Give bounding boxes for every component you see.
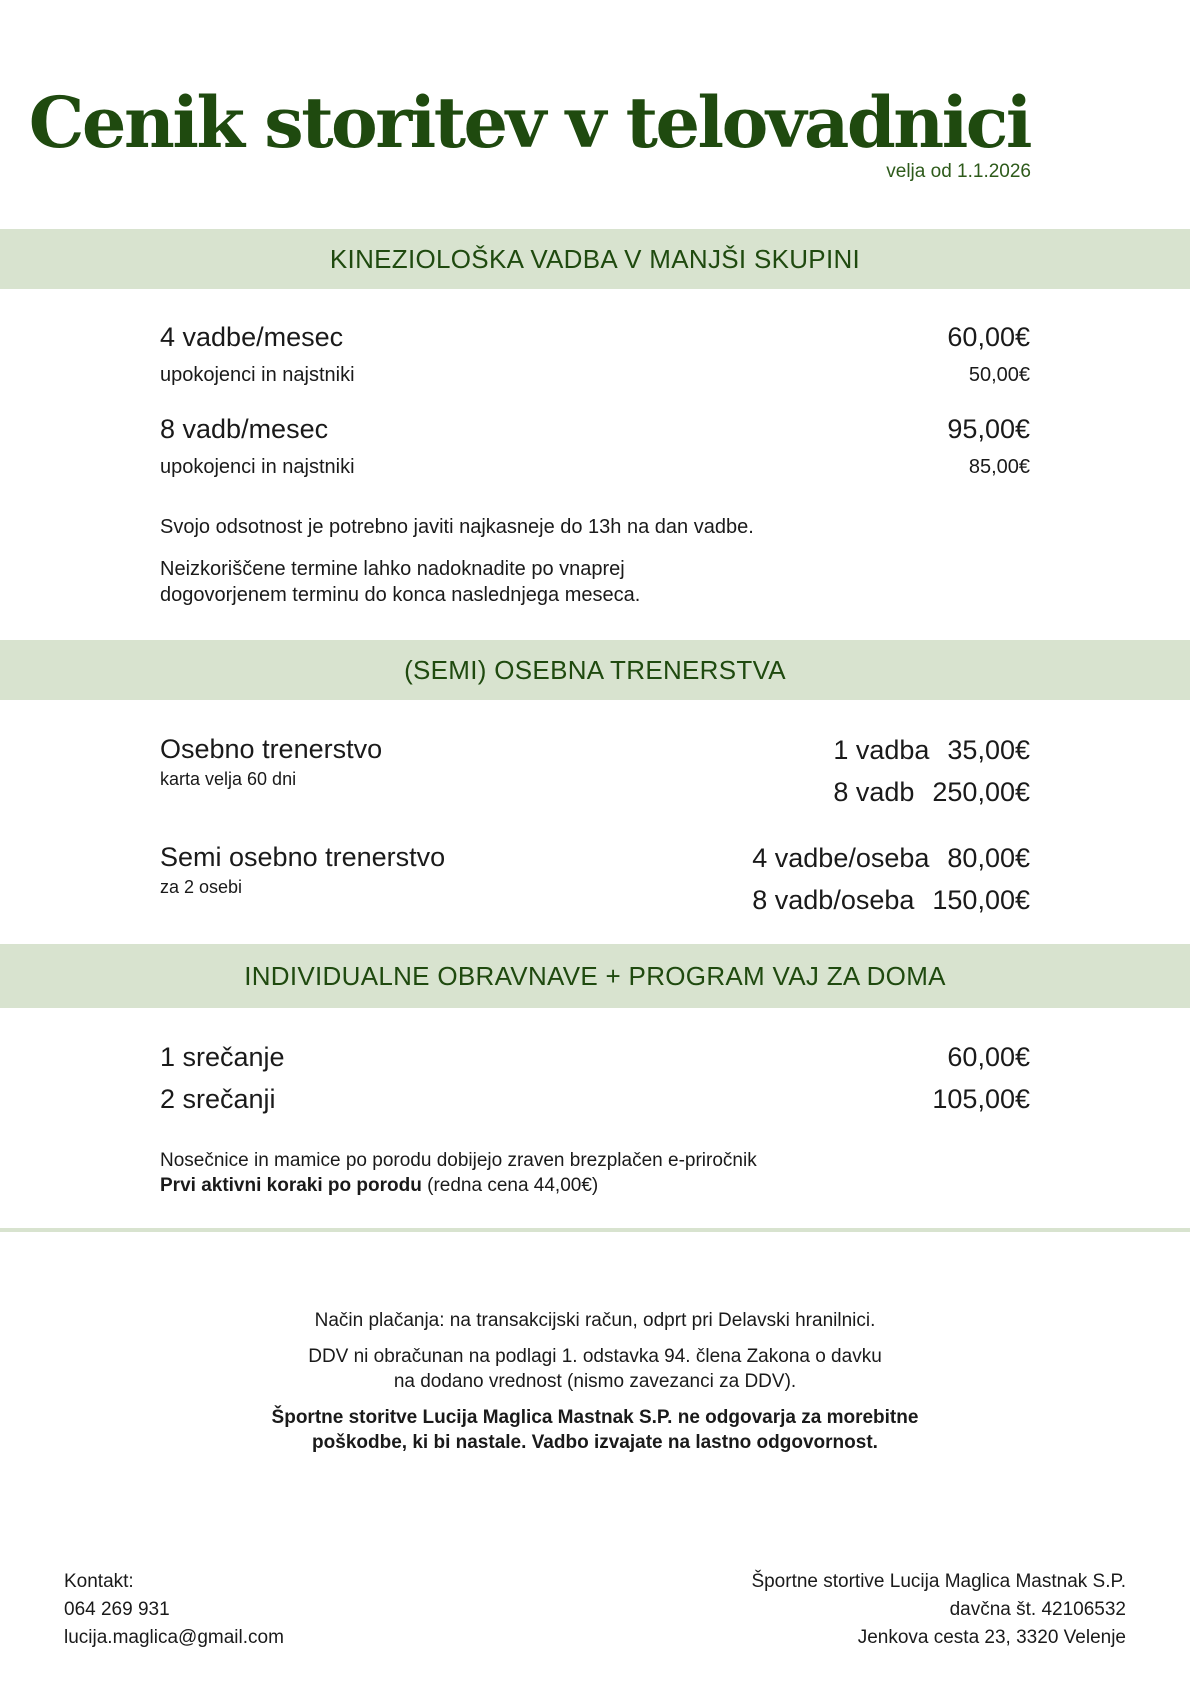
company-block xyxy=(751,1568,1126,1652)
price-row xyxy=(160,1084,1030,1115)
option-qty: 8 vadb/oseba xyxy=(752,885,915,915)
item-price: 95,00€ xyxy=(947,414,1030,444)
item-price: 60,00€ xyxy=(947,322,1030,352)
contact-label: Kontakt: xyxy=(64,1571,134,1592)
item-label: Osebno trenerstvo xyxy=(160,734,383,764)
makeup-note-line1: Neizkoriščene termine lahko nadoknadite po vnaprej xyxy=(160,558,625,580)
option-price: 250,00€ xyxy=(932,777,1030,807)
price-option xyxy=(752,837,1030,879)
item-label: 2 srečanji xyxy=(160,1084,276,1114)
price-row xyxy=(160,1042,1030,1073)
item-label: 1 srečanje xyxy=(160,1042,285,1072)
price-row xyxy=(160,322,1030,353)
section-header-individual-sessions xyxy=(0,944,1190,1008)
ebook-regular-price: (redna cena 44,00€) xyxy=(421,1175,599,1196)
payment-info: Način plačanja: na transakcijski račun, odprt pri Delavski hranilnici. xyxy=(314,1310,876,1331)
section-header-personal-training xyxy=(0,640,1190,700)
company-name: Športne stortive Lucija Maglica Mastnak S.P. xyxy=(751,1571,1126,1592)
makeup-note-line2: dogovorjenem terminu do konca naslednjega meseca. xyxy=(160,584,641,606)
section-header-group-training xyxy=(0,229,1190,289)
option-qty: 8 vadb xyxy=(833,777,915,807)
disclaimer-line2: poškodbe, ki bi nastale. Vadbo izvajate na lastno odgovornost. xyxy=(312,1432,878,1453)
item-label: 4 vadbe/mesec xyxy=(160,322,344,352)
divider xyxy=(0,1228,1190,1232)
disclaimer-line1: Športne storitve Lucija Maglica Mastnak S.P. ne odgovarja za morebitne xyxy=(271,1407,919,1428)
item-sub-label: upokojenci in najstniki xyxy=(160,364,355,386)
item-sub-label: za 2 osebi xyxy=(160,877,243,897)
section-heading: INDIVIDUALNE OBRAVNAVE + PROGRAM VAJ ZA DOMA xyxy=(244,960,946,991)
item-sub-label: karta velja 60 dni xyxy=(160,769,297,789)
item-price: 60,00€ xyxy=(947,1042,1030,1072)
option-price: 150,00€ xyxy=(932,885,1030,915)
page-title: Cenik storitev v telovadnici xyxy=(28,81,1030,164)
vat-info-line1: DDV ni obračunan na podlagi 1. odstavka 94. člena Zakona o davku xyxy=(308,1346,882,1367)
contact-email[interactable]: lucija.maglica@gmail.com xyxy=(64,1627,284,1648)
option-qty: 4 vadbe/oseba xyxy=(752,843,930,873)
item-label: Semi osebno trenerstvo xyxy=(160,842,446,872)
section-heading: KINEZIOLOŠKA VADBA V MANJŠI SKUPINI xyxy=(329,243,861,274)
price-option xyxy=(752,879,1030,921)
item-price: 105,00€ xyxy=(932,1084,1030,1114)
price-row-discount xyxy=(160,456,1030,479)
section-heading: (SEMI) OSEBNA TRENERSTVA xyxy=(404,654,786,685)
vat-info-line2: na dodano vrednost (nismo zavezanci za DDV). xyxy=(393,1371,797,1392)
price-row xyxy=(160,414,1030,445)
company-address: Jenkova cesta 23, 3320 Velenje xyxy=(857,1627,1126,1648)
ebook-note-line1: Nosečnice in mamice po porodu dobijejo zraven brezplačen e-priročnik xyxy=(160,1150,757,1171)
price-option xyxy=(833,771,1030,813)
valid-from-date: velja od 1.1.2026 xyxy=(886,161,1031,182)
item-label: 8 vadb/mesec xyxy=(160,414,329,444)
option-qty: 1 vadba xyxy=(833,735,930,765)
ebook-title: Prvi aktivni koraki po porodu xyxy=(160,1175,422,1196)
contact-phone[interactable]: 064 269 931 xyxy=(64,1599,170,1620)
absence-note: Svojo odsotnost je potrebno javiti najkasneje do 13h na dan vadbe. xyxy=(160,516,754,538)
price-option xyxy=(833,729,1030,771)
option-price: 80,00€ xyxy=(947,843,1030,873)
price-options xyxy=(752,837,1030,921)
price-options xyxy=(833,729,1030,813)
tax-number: davčna št. 42106532 xyxy=(949,1599,1126,1620)
ebook-note-line2 xyxy=(160,1173,1030,1199)
price-row-discount xyxy=(160,364,1030,387)
item-sub-price: 85,00€ xyxy=(968,456,1030,478)
item-sub-price: 50,00€ xyxy=(968,364,1030,386)
item-sub-label: upokojenci in najstniki xyxy=(160,456,355,478)
option-price: 35,00€ xyxy=(947,735,1030,765)
contact-block xyxy=(64,1568,284,1652)
